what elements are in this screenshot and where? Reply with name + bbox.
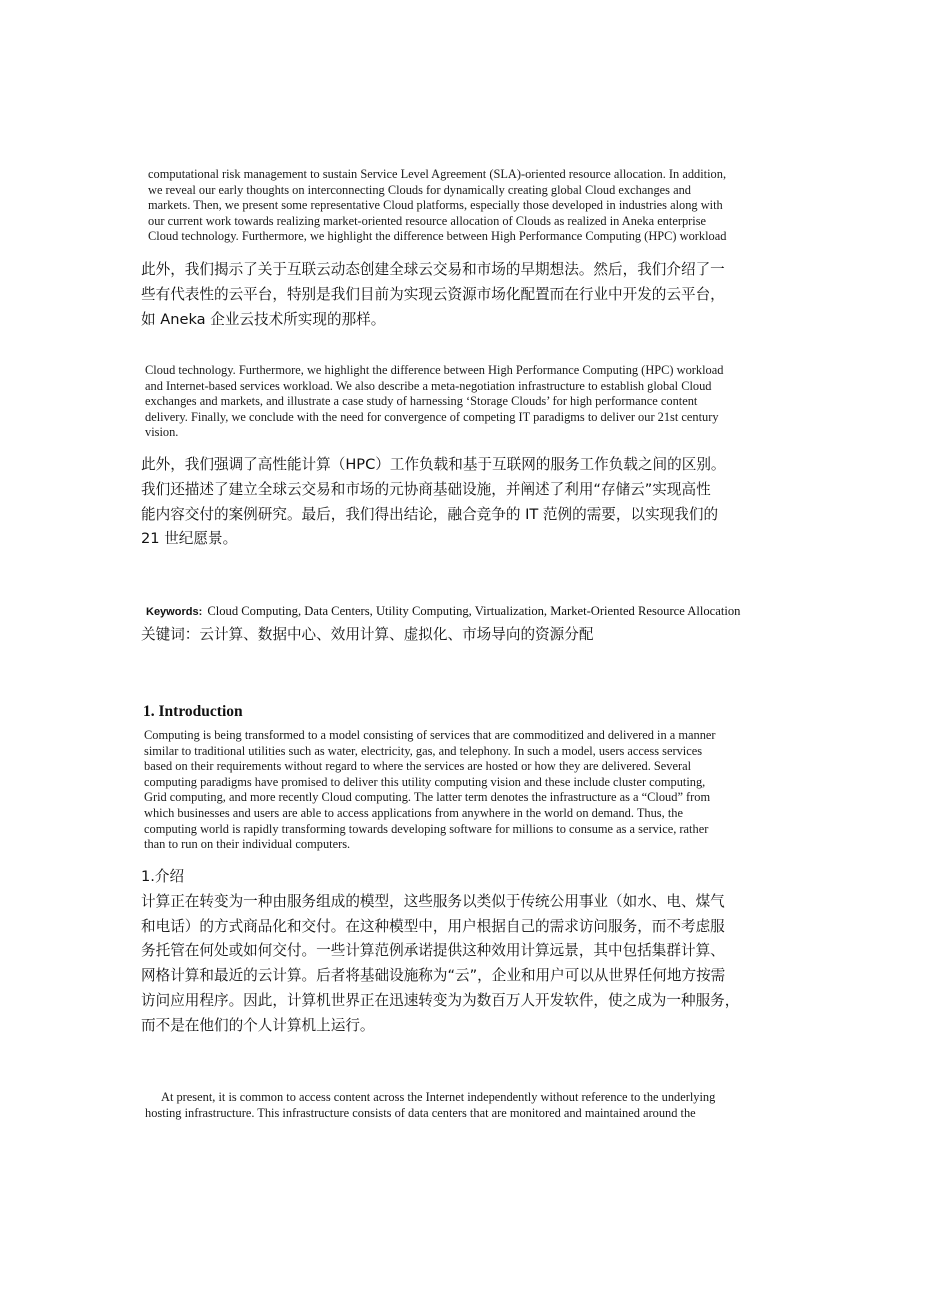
text-line: exchanges and markets, and illustrate a case study of harnessing ‘Storage Clouds’ for high performance content — [145, 394, 698, 409]
text-line: Grid computing, and more recently Cloud computing. The latter term denotes the infrastructure as a “Cloud” from — [144, 790, 711, 805]
text-line: 关键词：云计算、数据中心、效用计算、虚拟化、市场导向的资源分配 — [141, 626, 594, 643]
abstract-zh-translation-2 — [141, 453, 789, 552]
text-line: 此外，我们强调了高性能计算（HPC）工作负载和基于互联网的服务工作负载之间的区别。 — [141, 456, 726, 473]
intro-zh-paragraph — [141, 865, 789, 1039]
abstract-en-excerpt-1 — [148, 167, 776, 245]
intro-zh-heading: 1.介绍 — [141, 868, 185, 885]
text-line: 能内容交付的案例研究。最后，我们得出结论，融合竞争的 IT 范例的需要，以实现我们的 — [141, 505, 719, 523]
abstract-en-excerpt-2 — [145, 363, 778, 441]
text-line: 21 世纪愿景。 — [141, 530, 238, 548]
text-line: 如 Aneka 企业云技术所实现的那样。 — [141, 310, 386, 328]
keywords-zh — [141, 623, 789, 648]
text-line: markets. Then, we present some representative Cloud platforms, especially those developed in industries along with — [148, 198, 723, 213]
text-line: our current work towards realizing market-oriented resource allocation of Clouds as realized in Aneka enterprise — [148, 213, 707, 228]
text-line: hosting infrastructure. This infrastructure consists of data centers that are monitored and maintained around the — [145, 1105, 696, 1120]
text-line: vision. — [145, 425, 179, 440]
text-line: At present, it is common to access content across the Internet independently without reference to the underlying — [161, 1090, 716, 1104]
text-line: Cloud technology. Furthermore, we highlight the difference between High Performance Computing (HPC) workload — [148, 229, 727, 244]
text-line: 计算正在转变为一种由服务组成的模型，这些服务以类似于传统公用事业（如水、电、煤气 — [141, 892, 725, 910]
text-line: 而不是在他们的个人计算机上运行。 — [141, 1016, 375, 1034]
text-line: we reveal our early thoughts on interconnecting Clouds for dynamically creating global Cloud exchanges and — [148, 182, 691, 197]
text-line: 网格计算和最近的云计算。后者将基础设施称为“云”，企业和用户可以从世界任何地方按需 — [141, 967, 726, 985]
text-line: computing world is rapidly transforming towards developing software for millions to consume as a service, rather — [144, 821, 709, 836]
text-line: 和电话）的方式商品化和交付。在这种模型中，用户根据自己的需求访问服务，而不考虑服 — [141, 917, 725, 935]
text-line: computing paradigms have promised to deliver this utility computing vision and these include cluster computing, — [144, 774, 706, 789]
text-line: which businesses and users are able to access applications from anywhere in the world on demand. Thus, the — [144, 805, 683, 820]
text-line: delivery. Finally, we conclude with the need for convergence of competing IT paradigms to deliver our 21st century — [145, 409, 719, 424]
text-line: 务托管在何处或如何交付。一些计算范例承诺提供这种效用计算远景，其中包括集群计算、 — [141, 942, 725, 960]
keywords-text: Cloud Computing, Data Centers, Utility Computing, Virtualization, Market-Oriented Resource Allocation — [207, 604, 741, 618]
text-line: similar to traditional utilities such as water, electricity, gas, and telephony. In such a model, users access services — [144, 743, 703, 758]
text-line: based on their requirements without regard to where the services are hosted or how they are delivered. Several — [144, 759, 692, 774]
abstract-zh-translation-1 — [141, 258, 789, 332]
next-paragraph-en — [145, 1090, 778, 1121]
text-line: Cloud technology. Furthermore, we highlight the difference between High Performance Computing (HPC) workload — [145, 363, 724, 377]
keywords-line — [146, 600, 786, 619]
text-line: 些有代表性的云平台，特别是我们目前为实现云资源市场化配置而在行业中开发的云平台， — [141, 285, 725, 303]
section-heading-introduction: 1. Introduction — [143, 703, 243, 720]
text-line: 访问应用程序。因此，计算机世界正在迅速转变为为数百万人开发软件，使之成为一种服务， — [141, 991, 740, 1009]
keywords-label: Keywords: — [146, 606, 203, 618]
text-line: 此外，我们揭示了关于互联云动态创建全球云交易和市场的早期想法。然后，我们介绍了一 — [141, 261, 725, 278]
text-line: Computing is being transformed to a model consisting of services that are commoditized and delivered in a manner — [144, 728, 716, 742]
text-line: computational risk management to sustain Service Level Agreement (SLA)-oriented resource allocation. In addition, — [148, 167, 727, 181]
intro-en-paragraph — [144, 728, 776, 853]
text-line: than to run on their individual computers. — [144, 837, 351, 852]
text-line: 我们还描述了建立全球云交易和市场的元协商基础设施，并阐述了利用“存储云”实现高性 — [141, 480, 711, 498]
text-line: and Internet-based services workload. We also describe a meta-negotiation infrastructure to establish global Cloud — [145, 378, 712, 393]
